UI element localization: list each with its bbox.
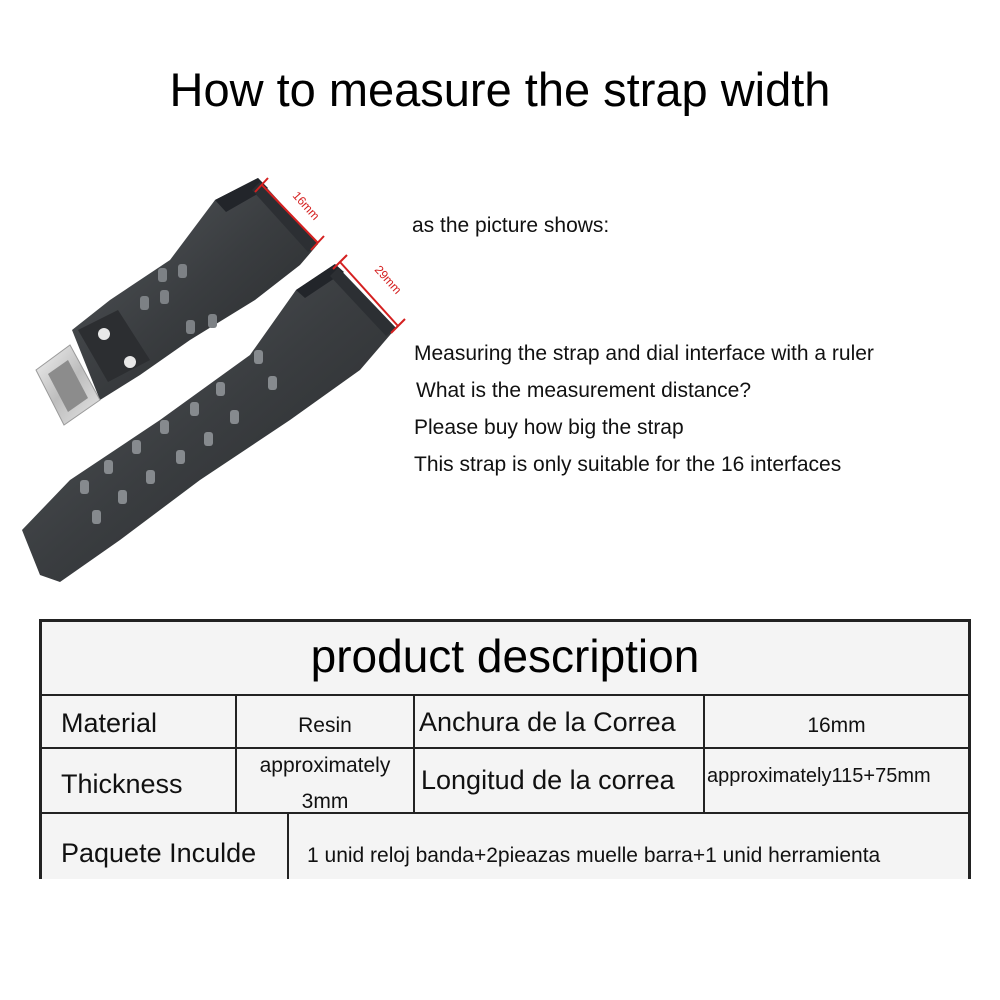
product-description-table [39,619,971,879]
measure-label-29mm: 29mm [371,262,405,297]
table-divider [39,694,971,696]
note-line: This strap is only suitable for the 16 interfaces [414,453,842,476]
table-divider [703,694,705,812]
package-value: 1 unid reloj banda+2pieazas muelle barra+1 unid herramienta [307,844,881,867]
measure-label-16mm: 16mm [289,188,323,223]
width-value: 16mm [807,714,866,737]
table-title: product description [310,630,700,682]
page-title: How to measure the strap width [169,63,831,116]
table-divider [39,812,971,814]
table-divider [39,747,971,749]
material-value: Resin [298,714,352,737]
package-label: Paquete Inculde [61,838,257,868]
table-divider [287,812,289,879]
figure-caption: as the picture shows: [412,214,610,237]
material-label: Material [61,708,158,738]
thickness-label: Thickness [61,769,183,799]
table-divider [413,694,415,812]
length-value: approximately115+75mm [707,765,931,787]
watch-strap-image [0,160,420,590]
note-line: Please buy how big the strap [414,416,684,439]
table-border [39,619,971,622]
note-line: Measuring the strap and dial interface with a ruler [414,342,874,365]
thickness-value-line2: 3mm [301,790,349,813]
note-line: What is the measurement distance? [416,379,751,402]
width-label: Anchura de la Correa [419,707,676,737]
thickness-value-line1: approximately [259,754,391,777]
length-label: Longitud de la correa [421,765,675,795]
